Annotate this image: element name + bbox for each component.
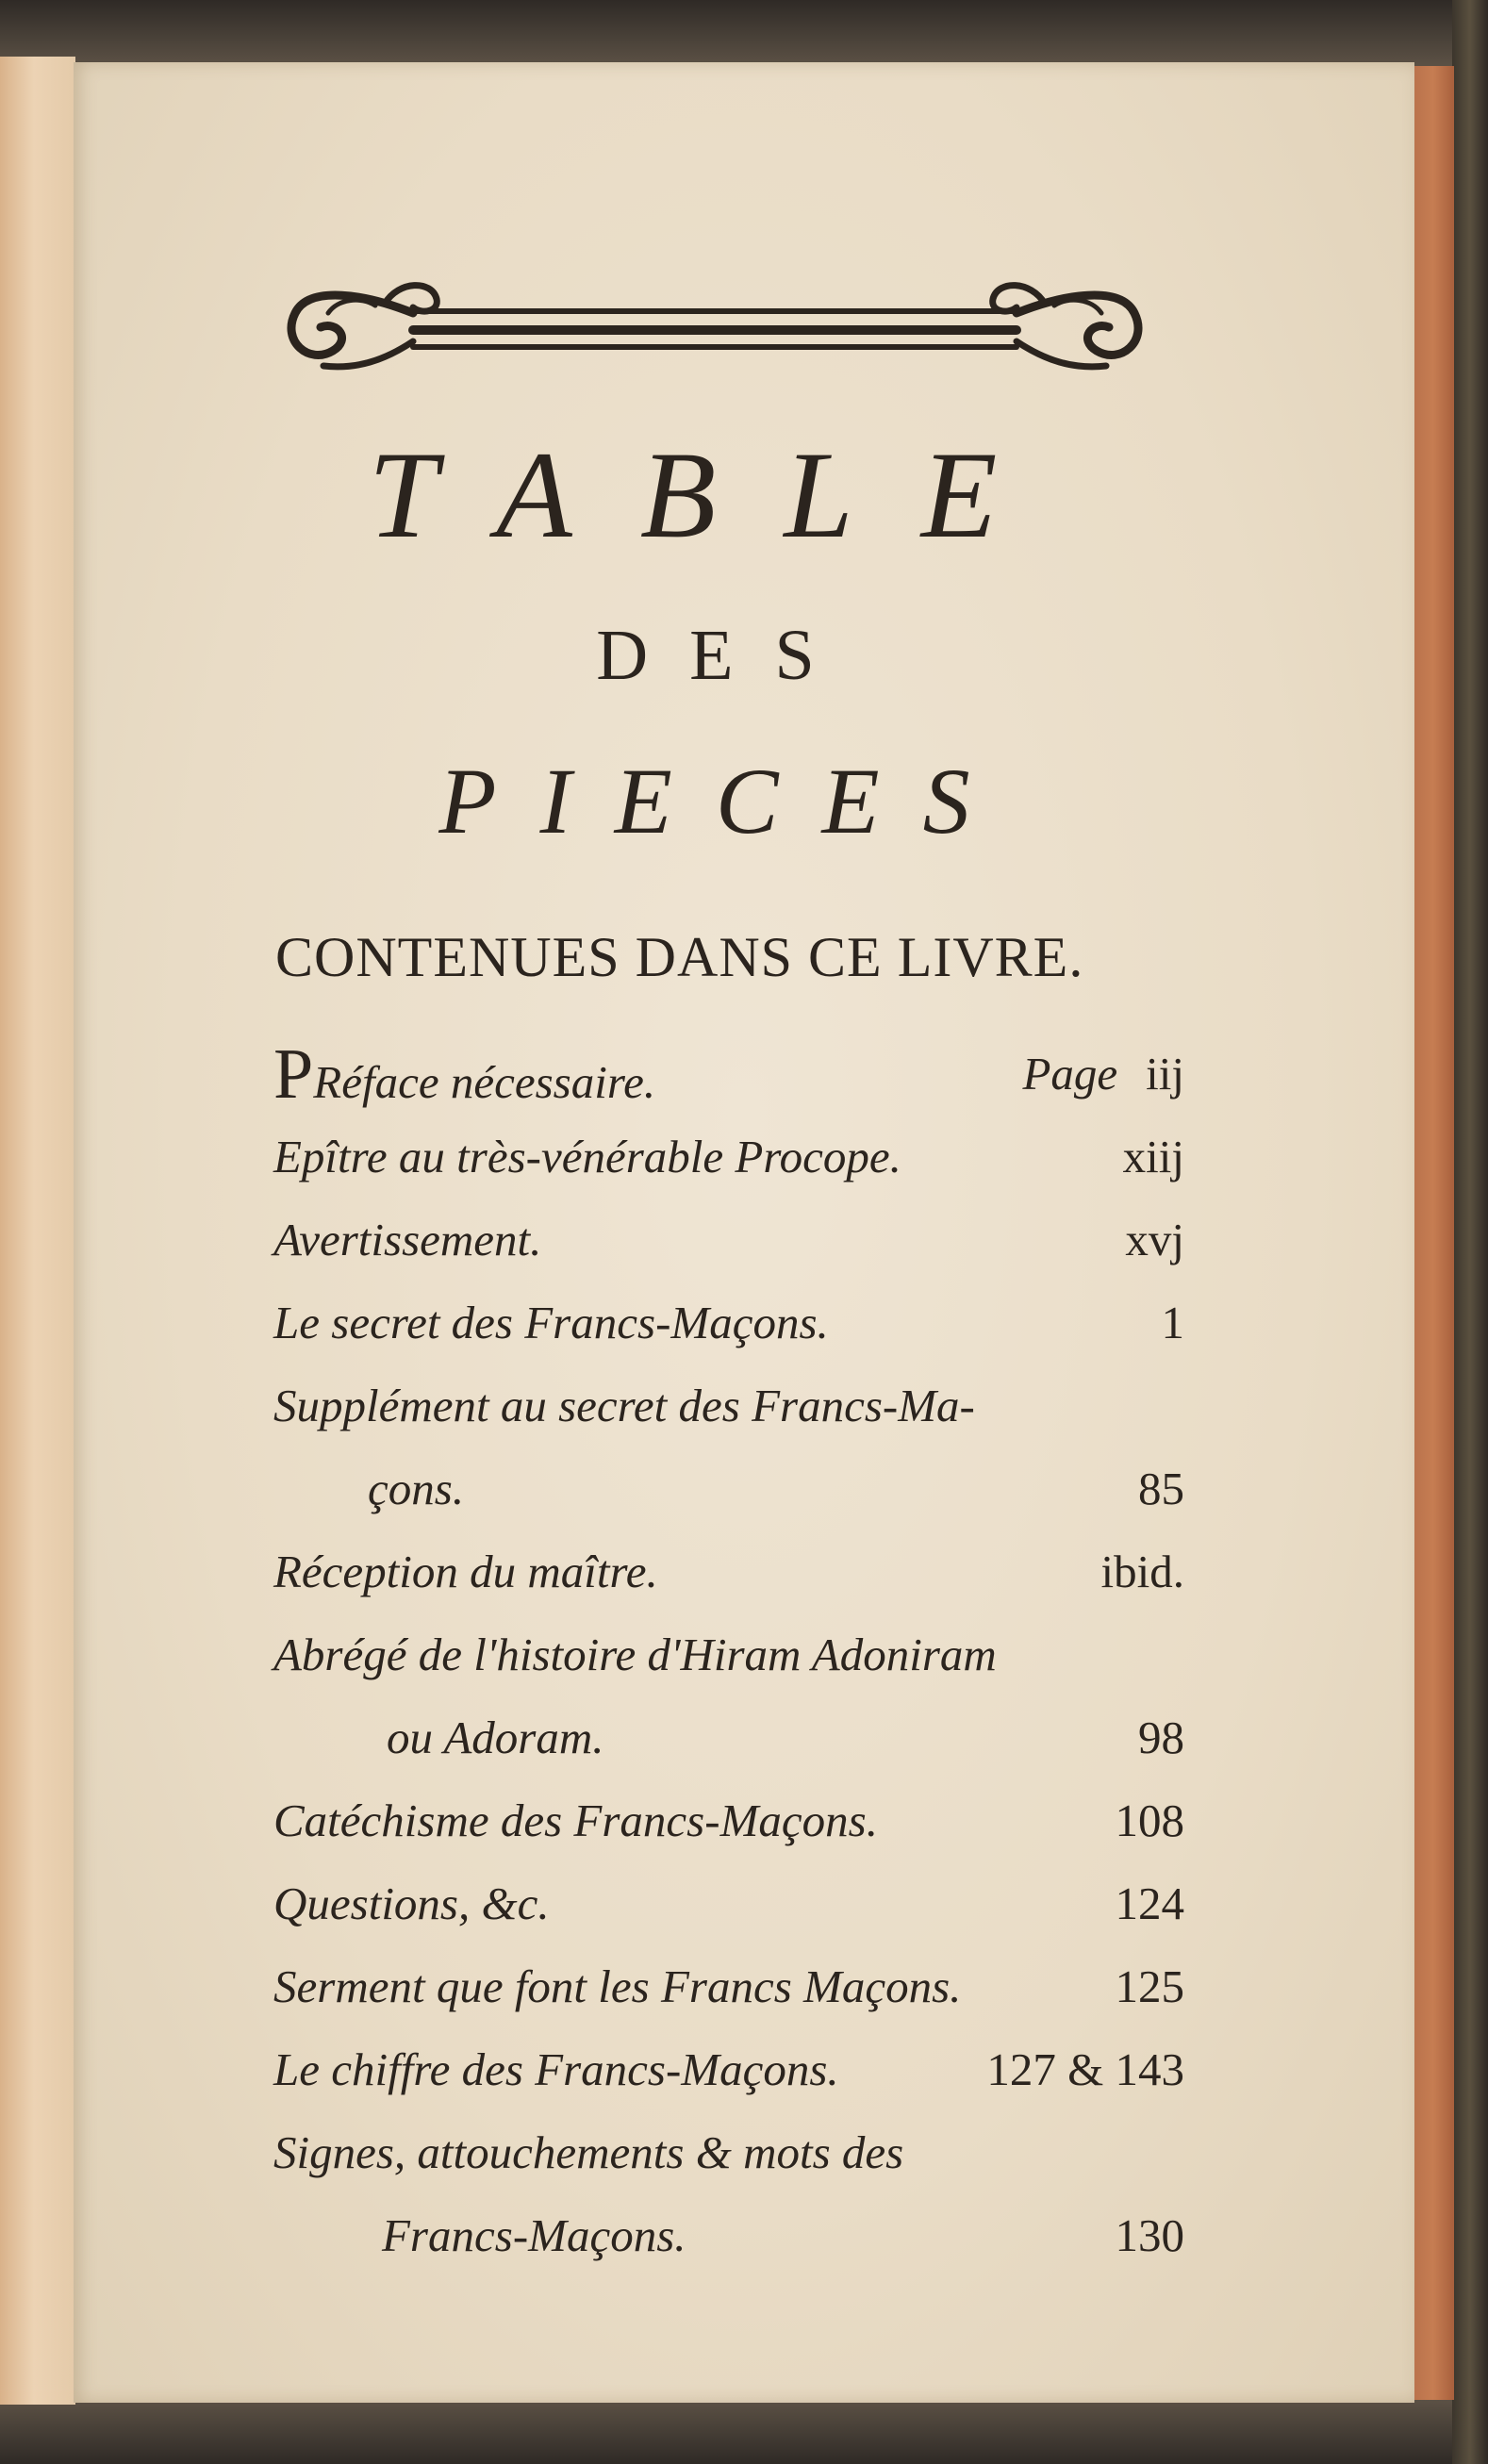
toc-entry-page: xiij xyxy=(1122,1131,1184,1182)
drop-cap: P xyxy=(273,1034,314,1114)
toc-entry-title-continued: Francs-Maçons. xyxy=(382,2209,686,2261)
toc-entry-title: Catéchisme des Francs-Maçons. xyxy=(273,1794,878,1846)
toc-entry-page: 98 xyxy=(1138,1712,1184,1763)
toc-entry-page: 85 xyxy=(1138,1463,1184,1514)
toc-entry-title-continued: ou Adoram. xyxy=(387,1712,604,1763)
cover-right-edge xyxy=(1452,0,1488,2464)
toc-entry-page: 130 xyxy=(1115,2209,1184,2261)
toc-entry xyxy=(273,2028,1184,2111)
title-pieces: PIECES xyxy=(438,749,1014,853)
cover-bottom-edge xyxy=(0,2400,1488,2464)
toc-entry xyxy=(273,1116,1184,1199)
toc-entry-page: xvj xyxy=(1125,1214,1184,1265)
toc-entry xyxy=(273,1945,1184,2028)
page-prefix: Page xyxy=(1022,1048,1118,1100)
toc-entry xyxy=(273,2111,1184,2194)
toc-entry-title: Réception du maître. xyxy=(273,1546,658,1597)
toc-entry-title: Abrégé de l'histoire d'Hiram Adoniram xyxy=(273,1629,997,1680)
toc-entry-title: Supplément au secret des Francs-Ma- xyxy=(273,1380,975,1431)
toc-entry-continuation xyxy=(273,1447,1184,1530)
toc-entry-continuation xyxy=(273,2194,1184,2277)
toc-entry xyxy=(273,1199,1184,1282)
toc-entry xyxy=(273,1282,1184,1364)
toc-entry-title-continued: çons. xyxy=(368,1463,465,1514)
subtitle: CONTENUES DANS CE LIVRE. xyxy=(275,926,1084,988)
toc-entry-page: 125 xyxy=(1115,1960,1184,2012)
toc-entry-page: ibid. xyxy=(1100,1546,1184,1597)
toc-entry-title: Serment que font les Francs Maçons. xyxy=(273,1960,962,2012)
toc-entry-title: Questions, &c. xyxy=(273,1877,550,1929)
toc-entry-title: Le chiffre des Francs-Maçons. xyxy=(273,2043,839,2095)
toc-entry-page: 1 xyxy=(1161,1297,1184,1348)
toc-entry-page: 124 xyxy=(1115,1877,1184,1929)
toc-entry xyxy=(273,1779,1184,1862)
toc-entry-page: 127 & 143 xyxy=(986,2043,1184,2095)
toc-entry-page: 108 xyxy=(1115,1794,1184,1846)
table-of-contents xyxy=(273,1033,1184,2277)
ornament-headpiece-icon xyxy=(272,275,1158,379)
toc-entry xyxy=(273,1613,1184,1696)
toc-entry-title: Epître au très-vénérable Procope. xyxy=(273,1131,901,1182)
toc-entry xyxy=(273,1364,1184,1447)
title-des: DES xyxy=(596,616,856,695)
toc-entry xyxy=(273,1530,1184,1613)
page-title: TABLE xyxy=(368,425,1066,564)
toc-entry-title: Signes, attouchements & mots des xyxy=(273,2126,904,2178)
toc-entry xyxy=(273,1033,1184,1116)
toc-entry-page: Page iij xyxy=(1022,1048,1184,1100)
right-page-edge xyxy=(1413,66,1454,2400)
toc-entry-continuation xyxy=(273,1696,1184,1779)
cover-top-edge xyxy=(0,0,1488,66)
toc-entry-title: Le secret des Francs-Maçons. xyxy=(273,1297,829,1348)
left-page-edge xyxy=(0,57,75,2405)
toc-entry-title: Avertissement. xyxy=(273,1214,542,1265)
toc-entry xyxy=(273,1862,1184,1945)
toc-entry-title: PRéface nécessaire. xyxy=(273,1034,656,1114)
